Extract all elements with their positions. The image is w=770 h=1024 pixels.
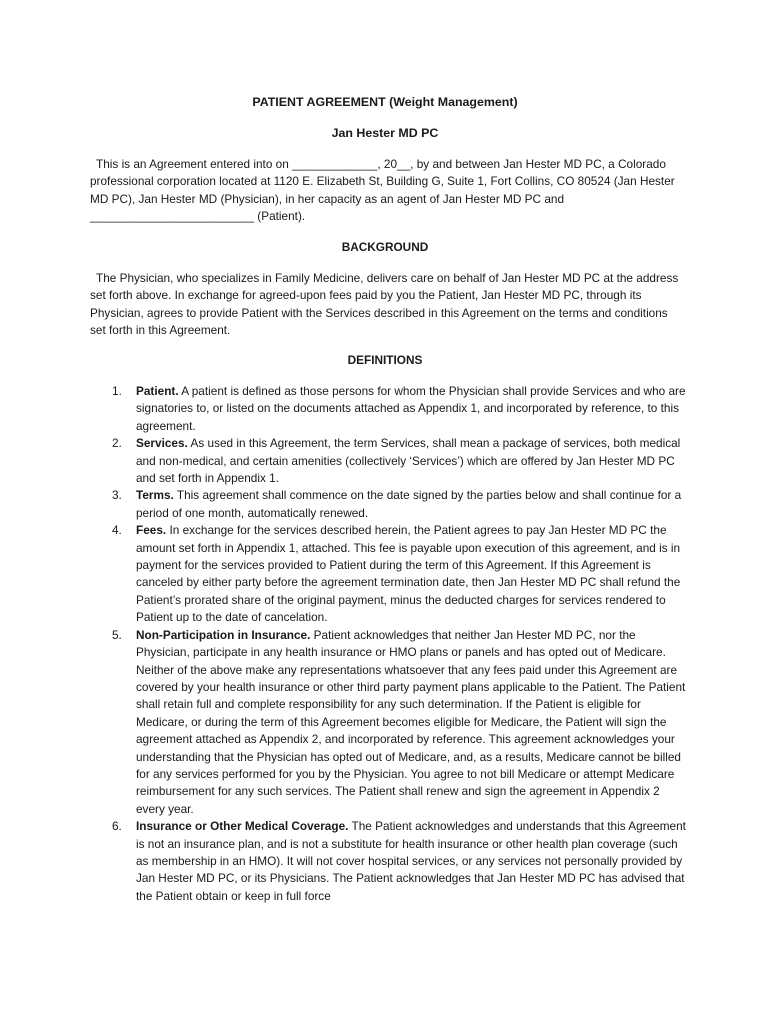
list-item xyxy=(0,818,686,905)
list-item-text: The Patient acknowledges and understands that this Agreement is not an insurance plan, and is not a substitute for health insurance or other health plan coverage (such as membership in an HMO). It will not cover hospital services, or any services not personally provided by Jan Hester MD PC, or its Physicians. The Patient acknowledges that Jan Hester MD PC has advised that the Patient obtain or keep in full force xyxy=(136,819,686,903)
list-item xyxy=(0,522,686,626)
definitions-list xyxy=(0,383,770,905)
document-subtitle: Jan Hester MD PC xyxy=(331,126,439,140)
list-item-term: Patient. xyxy=(136,384,179,398)
list-item-term: Services. xyxy=(136,436,188,451)
list-item-term: Non-Participation in Insurance. xyxy=(136,627,311,642)
list-item-number: 3. xyxy=(112,488,122,503)
background-paragraph: The Physician, who specializes in Family Medicine, delivers care on behalf of Jan Hester MD PC at the address set forth above. In exchange for agreed-upon fees paid by you the Patient, Jan Hester MD PC, through its Physician, agrees to provide Patient with the Services described in this Agreement on the terms and conditions set forth in this Agreement. xyxy=(90,271,679,338)
list-item-term: Insurance or Other Medical Coverage. xyxy=(136,819,349,834)
list-item xyxy=(0,487,686,522)
definitions-heading: DEFINITIONS xyxy=(347,353,423,367)
list-item-number: 4. xyxy=(112,523,122,538)
list-item xyxy=(0,435,686,487)
list-item xyxy=(0,383,686,435)
list-item-number: 5. xyxy=(112,627,122,642)
background-heading: BACKGROUND xyxy=(341,240,429,254)
list-item-number: 1. xyxy=(112,384,122,398)
list-item-text: This agreement shall commence on the date signed by the parties below and shall continue for a period of one month, automatically renewed. xyxy=(136,488,682,520)
list-item-text: In exchange for the services described herein, the Patient agrees to pay Jan Hester MD PC the amount set forth in Appendix 1, attached. This fee is payable upon execution of this agreement, and is in payment for the services provided to Patient during the term of this Agreement. If this Agreement is canceled by either party before the agreement termination date, then Jan Hester MD PC shall refund the Patient’s prorated share of the original payment, minus the deducted charges for services rendered to Patient up to the date of cancelation. xyxy=(136,523,681,625)
intro-paragraph: This is an Agreement entered into on _____________, 20__, by and between Jan Hester MD PC, a Colorado professional corporation located at 1120 E. Elizabeth St, Building G, Suite 1, Fort Collins, CO 80524 (Jan Hester MD PC), Jan Hester MD (Physician), in her capacity as an agent of Jan Hester MD PC and _________________________ (Patient). xyxy=(90,157,675,224)
list-item-text: As used in this Agreement, the term Services, shall mean a package of services, both medical and non-medical, and certain amenities (collectively ‘Services’) which are offered by Jan Hester MD PC and set forth in Appendix 1. xyxy=(136,436,681,486)
list-item-text: Patient acknowledges that neither Jan Hester MD PC, nor the Physician, participate in any health insurance or HMO plans or panels and has opted out of Medicare. Neither of the above make any representations whatsoever that any fees paid under this Agreement are covered by your health insurance or other third party payment plans applicable to the Patient. The Patient shall retain full and complete responsibility for any such determination. If the Patient is eligible for Medicare, or during the term of this Agreement becomes eligible for Medicare, the Patient will sign the agreement attached as Appendix 2, and incorporated by reference. This agreement acknowledges your understanding that the Physician has opted out of Medicare, and, as a results, Medicare cannot be billed for any services performed for you by the Physician. You agree to not bill Medicare or attempt Medicare reimbursement for any such services. The Patient shall renew and sign the agreement in Appendix 2 every year. xyxy=(136,627,686,816)
list-item-term: Fees. xyxy=(136,523,167,538)
document-title: PATIENT AGREEMENT (Weight Management) xyxy=(252,95,518,109)
list-item-number: 2. xyxy=(112,436,122,451)
list-item-text: A patient is defined as those persons for whom the Physician shall provide Services and who are signatories to, or listed on the documents attached as Appendix 1, and incorporated by reference, to this agreement. xyxy=(136,384,686,433)
list-item-number: 6. xyxy=(112,819,122,834)
list-item-term: Terms. xyxy=(136,488,174,503)
list-item xyxy=(0,627,686,818)
